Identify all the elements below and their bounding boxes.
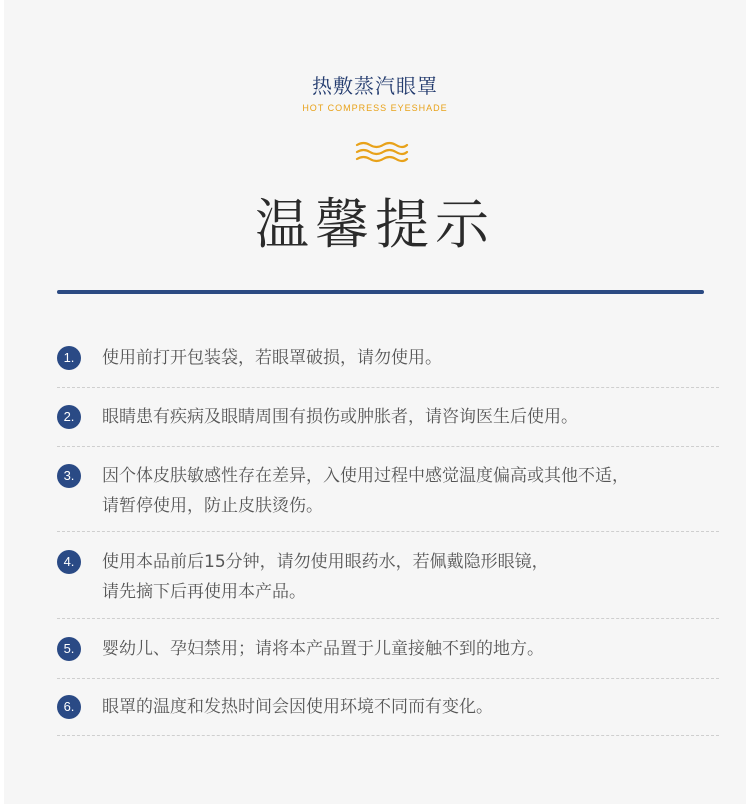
tip-number-badge: 5.: [57, 637, 81, 661]
tip-number-badge: 2.: [57, 405, 81, 429]
tip-text: [102, 692, 719, 722]
tip-line: 使用前打开包装袋，若眼罩破损，请勿使用。: [102, 348, 442, 368]
tip-line: 因个体皮肤敏感性存在差异，入使用过程中感觉温度偏高或其他不适，: [102, 466, 629, 486]
tip-line: 眼睛患有疾病及眼睛周围有损伤或肿胀者，请咨询医生后使用。: [102, 407, 578, 427]
tip-number-badge: 3.: [57, 464, 81, 488]
brand-title-en: HOT COMPRESS EYESHADE: [302, 103, 448, 113]
tip-number-badge: 1.: [57, 346, 81, 370]
tip-number-badge: 6.: [57, 695, 81, 719]
tip-item-6: [57, 679, 719, 736]
tip-number-badge: 4.: [57, 550, 81, 574]
tip-item-3: [57, 447, 719, 532]
tip-text: [102, 547, 719, 607]
tip-line: 请先摘下后再使用本产品。: [102, 582, 306, 602]
tip-item-4: [57, 532, 719, 619]
brand-title-cn: 热敷蒸汽眼罩: [312, 74, 438, 98]
tip-text: [102, 343, 719, 373]
tip-line: 使用本品前后15分钟，请勿使用眼药水，若佩戴隐形眼镜，: [102, 552, 549, 572]
tip-line: 眼罩的温度和发热时间会因使用环境不同而有变化。: [102, 697, 493, 717]
tip-line: 婴幼儿、孕妇禁用；请将本产品置于儿童接触不到的地方。: [102, 639, 544, 659]
tip-line: 请暂停使用，防止皮肤烫伤。: [102, 496, 323, 516]
page: [4, 0, 746, 804]
tip-text: [102, 402, 719, 432]
tip-text: [102, 634, 719, 664]
page-heading: 温馨提示: [255, 193, 495, 256]
wave-lines-icon: [355, 141, 409, 165]
tip-item-5: [57, 619, 719, 679]
tip-item-2: [57, 388, 719, 447]
divider-rule: [57, 290, 704, 294]
tip-item-1: [57, 340, 719, 388]
tip-text: [102, 461, 719, 521]
